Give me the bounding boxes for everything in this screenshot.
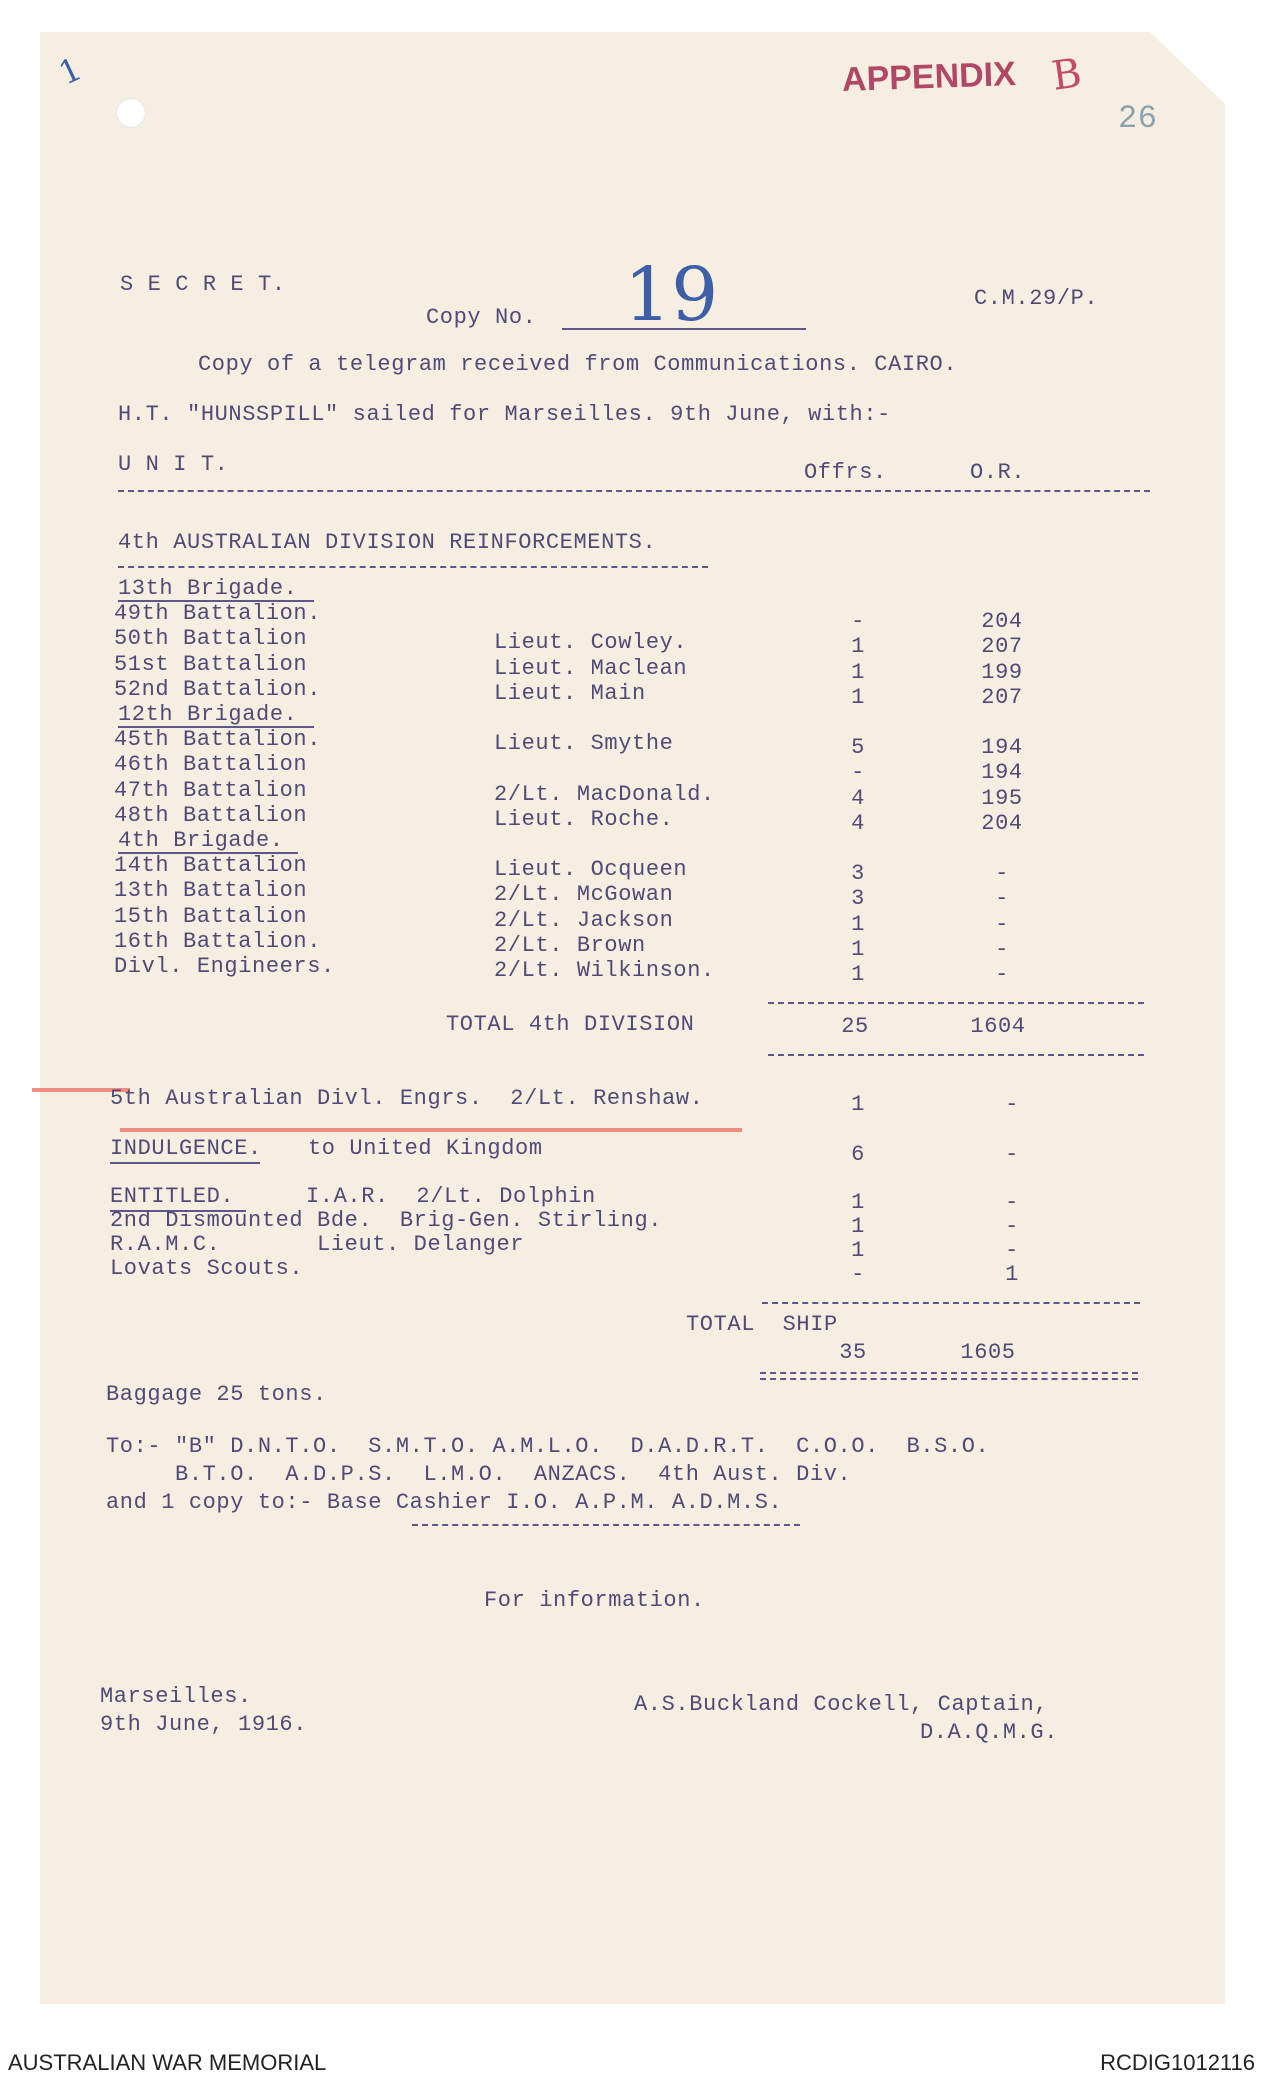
officers-count: 1 [851, 936, 865, 962]
officers-count: 1 [851, 634, 865, 660]
for-information: For information. [484, 1588, 705, 1613]
entitled-or: - [1005, 1190, 1019, 1215]
officers-count: 3 [851, 886, 865, 912]
division-heading-rule [118, 566, 708, 568]
other-ranks-count: - [995, 861, 1009, 887]
officer-name: Lieut. Maclean [494, 655, 688, 681]
indulgence-or: - [1005, 1142, 1019, 1167]
unit-name: 16th Battalion. [114, 928, 322, 954]
officer-name: Lieut. Main [494, 680, 646, 706]
officer-name: Lieut. Cowley. [494, 630, 688, 656]
personnel-line: 2nd Dismounted Bde. Brig-Gen. Stirling. [110, 1208, 663, 1233]
other-ranks-count: 199 [981, 659, 1023, 685]
unit-name: 49th Battalion. [114, 601, 322, 627]
indulgence-offrs: 6 [851, 1142, 865, 1167]
other-ranks-count: 194 [981, 760, 1023, 786]
footer-record-id: RCDIG1012116 [1100, 2050, 1255, 2075]
officer-name: Lieut. Roche. [494, 806, 674, 832]
copy-number-handwritten: 19 [624, 252, 719, 338]
officers-count: 1 [851, 1214, 865, 1239]
indulgence-text: to United Kingdom [308, 1136, 543, 1161]
fifth-division-offrs: 1 [851, 1092, 865, 1117]
officer-name: 2/Lt. MacDonald. [494, 781, 715, 807]
distribution-line-2: B.T.O. A.D.P.S. L.M.O. ANZACS. 4th Aust. Div. [106, 1462, 852, 1487]
page-number-stamp: 26 [1118, 100, 1158, 137]
division-total-rule-top [768, 1002, 1144, 1004]
officers-count: 1 [851, 1238, 865, 1263]
officers-count: - [851, 609, 865, 635]
division-heading: 4th AUSTRALIAN DIVISION REINFORCEMENTS. [118, 530, 657, 555]
unit-name: 15th Battalion [114, 903, 308, 929]
copy-label: Copy No. [426, 305, 537, 330]
unit-name: 13th Battalion [114, 878, 308, 904]
unit-name: 50th Battalion [114, 626, 308, 652]
unit-name: 14th Battalion [114, 853, 308, 879]
officers-column-header: Offrs. [804, 460, 887, 485]
unit-name: 52nd Battalion. [114, 676, 322, 702]
pencil-page-mark: 1 [52, 49, 88, 93]
other-ranks-count: - [1005, 1214, 1019, 1239]
brigade-heading: 13th Brigade. [118, 576, 298, 601]
entitled-offrs: 1 [851, 1190, 865, 1215]
other-ranks-count: - [995, 936, 1009, 962]
officer-name: Lieut. Ocqueen [494, 857, 688, 883]
entitled-label: ENTITLED. [110, 1184, 235, 1209]
other-ranks-count: 1 [1005, 1262, 1019, 1287]
division-total-label: TOTAL 4th DIVISION [446, 1012, 695, 1037]
indulgence-label: INDULGENCE. [110, 1136, 262, 1161]
ship-total-rule-top [762, 1302, 1140, 1304]
unit-name: 48th Battalion [114, 802, 308, 828]
entitled-text: I.A.R. 2/Lt. Dolphin [306, 1184, 596, 1209]
officers-count: 1 [851, 684, 865, 710]
reference-number: C.M.29/P. [974, 286, 1099, 311]
ship-total-offrs: 35 [839, 1340, 867, 1365]
ship-total-label: TOTAL SHIP [686, 1312, 838, 1337]
footer-institution: AUSTRALIAN WAR MEMORIAL [8, 2050, 327, 2075]
other-ranks-count: - [995, 962, 1009, 987]
appendix-letter: B [1048, 50, 1085, 100]
officers-count: 1 [851, 659, 865, 685]
telegram-intro: Copy of a telegram received from Communications. CAIRO. [198, 352, 958, 377]
officers-count: 5 [851, 735, 865, 761]
unit-name: Divl. Engineers. [114, 954, 335, 979]
indulgence-underline [110, 1162, 260, 1164]
header-rule [118, 490, 1150, 492]
classification: S E C R E T. [120, 272, 286, 297]
unit-name: 46th Battalion [114, 752, 308, 778]
officer-name: Lieut. Smythe [494, 731, 674, 757]
division-total-rule-bottom [768, 1054, 1144, 1056]
other-ranks-count: 204 [981, 810, 1023, 836]
signature: A.S.Buckland Cockell, Captain, [634, 1692, 1049, 1717]
ship-total-double-rule [760, 1372, 1138, 1380]
officers-count: 3 [851, 861, 865, 887]
brigade-heading: 4th Brigade. [118, 828, 284, 853]
personnel-line: Lovats Scouts. [110, 1256, 304, 1281]
brigade-heading: 12th Brigade. [118, 702, 298, 727]
red-pencil-underline [120, 1128, 742, 1132]
other-ranks-count: 207 [981, 684, 1023, 710]
other-ranks-count: 195 [981, 785, 1023, 811]
other-ranks-count: - [995, 911, 1009, 937]
ship-total-or: 1605 [960, 1340, 1016, 1365]
sailing-line: H.T. "HUNSSPILL" sailed for Marseilles. 9th June, with:- [118, 402, 891, 427]
officer-name: 2/Lt. McGowan [494, 882, 674, 908]
fifth-division-or: - [1005, 1092, 1019, 1117]
other-ranks-count: 207 [981, 634, 1023, 660]
other-ranks-count: 204 [981, 609, 1023, 635]
unit-name: 47th Battalion [114, 777, 308, 803]
officers-count: 1 [851, 911, 865, 937]
officer-name: 2/Lt. Brown [494, 932, 646, 958]
officers-count: - [851, 760, 865, 786]
unit-name: 45th Battalion. [114, 727, 322, 753]
other-ranks-count: - [995, 886, 1009, 912]
officer-name: 2/Lt. Wilkinson. [494, 958, 715, 983]
distribution-line-1: To:- "B" D.N.T.O. S.M.T.O. A.M.L.O. D.A.D.R.T. C.O.O. B.S.O. [106, 1434, 990, 1459]
distribution-line-3: and 1 copy to:- Base Cashier I.O. A.P.M. A.D.M.S. [106, 1490, 783, 1515]
copy-number-line [562, 328, 806, 330]
date: 9th June, 1916. [100, 1712, 308, 1737]
other-ranks-count: - [1005, 1238, 1019, 1263]
officer-name: 2/Lt. Jackson [494, 907, 674, 933]
signatory-title: D.A.Q.M.G. [920, 1720, 1059, 1745]
officers-count: 4 [851, 810, 865, 836]
officers-count: - [851, 1262, 865, 1287]
place: Marseilles. [100, 1684, 252, 1709]
division-total-or: 1604 [970, 1014, 1026, 1039]
unit-name: 51st Battalion [114, 651, 308, 677]
officers-count: 4 [851, 785, 865, 811]
punch-hole [116, 98, 146, 128]
other-ranks-count: 194 [981, 735, 1023, 761]
or-column-header: O.R. [970, 460, 1026, 485]
fifth-division-line: 5th Australian Divl. Engrs. 2/Lt. Renshaw. [110, 1086, 704, 1111]
division-total-offrs: 25 [841, 1014, 869, 1039]
appendix-stamp: APPENDIX [841, 54, 1017, 100]
personnel-line: R.A.M.C. Lieut. Delanger [110, 1232, 525, 1257]
unit-column-header: U N I T. [118, 452, 229, 477]
baggage-line: Baggage 25 tons. [106, 1382, 327, 1407]
officers-count: 1 [851, 962, 865, 987]
distribution-rule [412, 1524, 800, 1526]
